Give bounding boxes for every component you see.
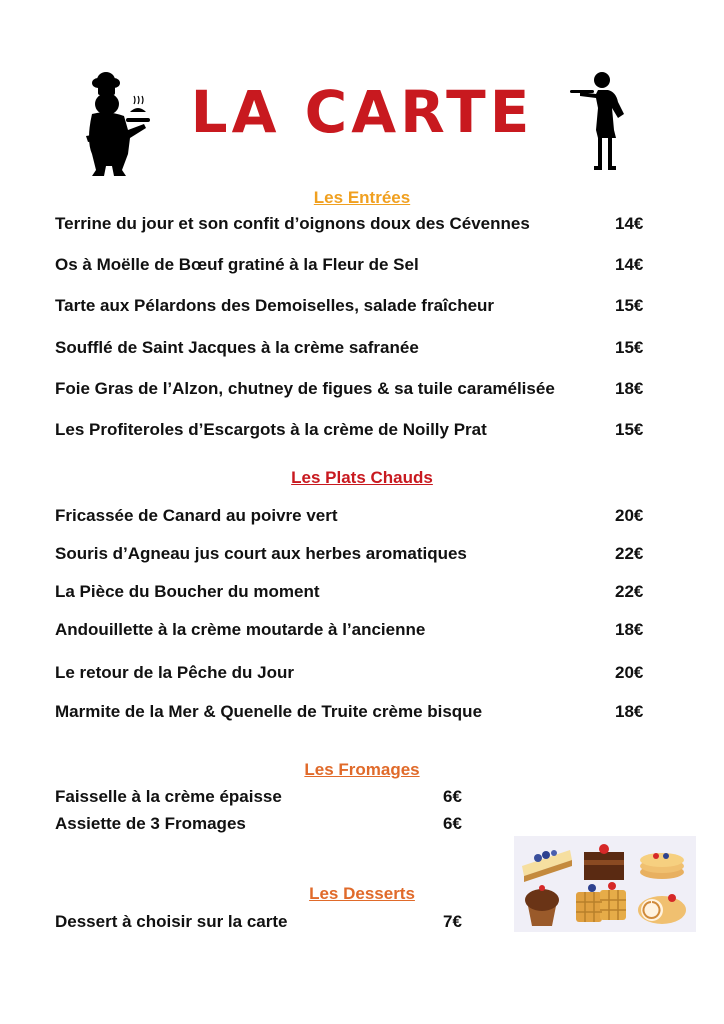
menu-item-price: 15€ <box>615 420 644 439</box>
menu-item-name: La Pièce du Boucher du moment <box>55 582 320 601</box>
menu-item-name: Tarte aux Pélardons des Demoiselles, salade fraîcheur <box>55 296 495 315</box>
menu-item-price: 15€ <box>615 338 644 357</box>
menu-item-price: 18€ <box>615 379 644 398</box>
menu-item-name: Dessert à choisir sur la carte <box>55 912 288 931</box>
menu-item-price: 22€ <box>615 544 644 563</box>
menu-item-price: 14€ <box>615 255 644 274</box>
section-title-desserts: Les Desserts <box>309 884 415 903</box>
menu-item-name: Andouillette à la crème moutarde à l’ancienne <box>55 620 426 639</box>
menu-item-name: Foie Gras de l’Alzon, chutney de figues & sa tuile caramélisée <box>55 379 555 398</box>
menu-item-price: 18€ <box>615 620 644 639</box>
menu-item-name: Souris d’Agneau jus court aux herbes aromatiques <box>55 544 467 563</box>
menu-item-name: Fricassée de Canard au poivre vert <box>55 506 338 525</box>
menu-item-name: Faisselle à la crème épaisse <box>55 787 282 806</box>
menu-item-price: 20€ <box>615 663 644 682</box>
menu-item-price: 7€ <box>443 912 462 931</box>
menu-title: LA CARTE <box>190 78 534 146</box>
menu-item-price: 14€ <box>615 214 644 233</box>
menu-item-price: 18€ <box>615 702 644 721</box>
section-title-plats: Les Plats Chauds <box>291 468 433 487</box>
menu-item-name: Marmite de la Mer & Quenelle de Truite crème bisque <box>55 702 483 721</box>
menu-item-price: 6€ <box>443 787 462 806</box>
menu-item-price: 15€ <box>615 296 644 315</box>
menu-item-name: Le retour de la Pêche du Jour <box>55 663 295 682</box>
menu-item-price: 20€ <box>615 506 644 525</box>
menu-item-name: Assiette de 3 Fromages <box>55 814 246 833</box>
section-title-fromages: Les Fromages <box>304 760 420 779</box>
menu-item-price: 6€ <box>443 814 462 833</box>
menu-item-name: Terrine du jour et son confit d’oignons doux des Cévennes <box>55 214 530 233</box>
menu-item-name: Soufflé de Saint Jacques à la crème safranée <box>55 338 419 357</box>
chef-silhouette-icon <box>84 70 154 180</box>
section-title-entrees: Les Entrées <box>313 188 411 207</box>
menu-item-name: Os à Moëlle de Bœuf gratiné à la Fleur de Sel <box>55 255 419 274</box>
waitress-silhouette-icon <box>568 68 638 172</box>
menu-item-price: 22€ <box>615 582 644 601</box>
menu-item-name: Les Profiteroles d’Escargots à la crème de Noilly Prat <box>55 420 487 439</box>
